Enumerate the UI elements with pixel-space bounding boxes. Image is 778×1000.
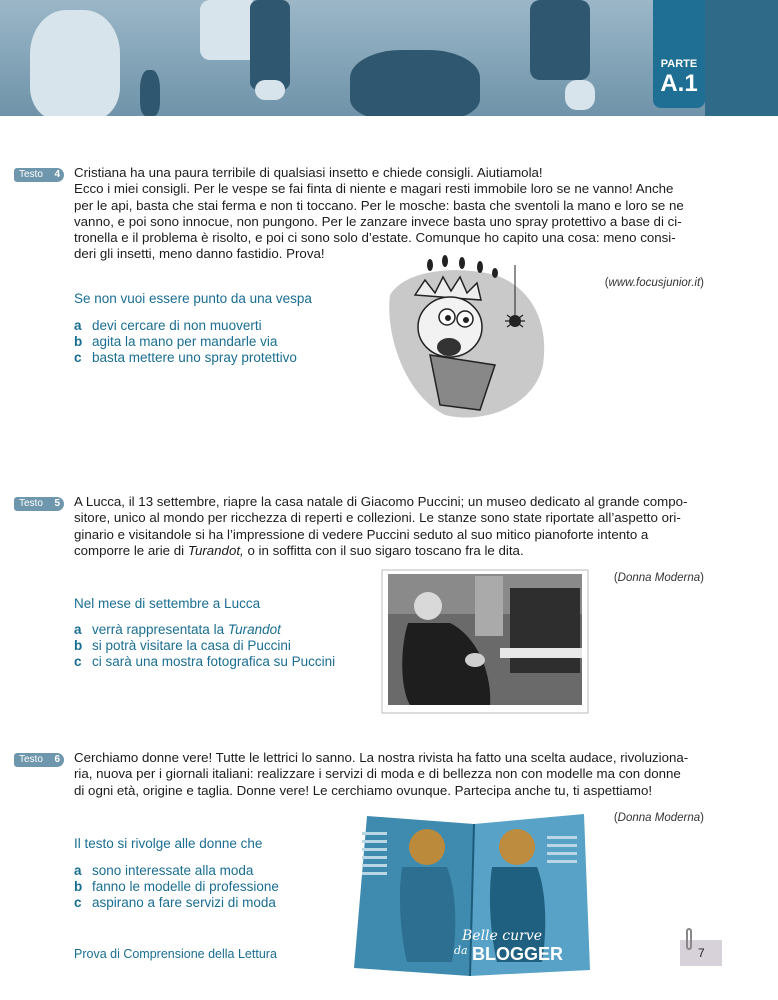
option-letter: b xyxy=(74,334,83,349)
source-text: Donna Moderna xyxy=(617,812,701,824)
banner-figure-shape xyxy=(140,70,160,116)
option-letter: c xyxy=(74,350,82,365)
paragraph-line: Cerchiamo donne vere! Tutte le lettrici lo sanno. La nostra rivista ha fatto una scelta audace, rivoluziona- xyxy=(74,750,689,765)
paragraph-line: Cristiana ha una paura terribile di qualsiasi insetto e chiede consigli. Aiutiamola! xyxy=(74,165,543,180)
option-letter: c xyxy=(74,654,82,669)
parte-label: PARTE xyxy=(660,58,698,70)
testo-tag-label: Testo xyxy=(19,754,43,765)
option-text: sono interessate alla moda xyxy=(92,863,254,878)
paragraph-line: tronella e il problema è risolto, e poi ci sono solo d’estate. Comunque ho capito una cosa: meno consi- xyxy=(74,230,676,246)
paragraph-line: per le api, basta che stai ferma e non ti toccano. Per le mosche: basta che sventoli la mano e loro se ne xyxy=(74,197,684,213)
puccini-piano-photo xyxy=(380,568,590,715)
option-text: ci sarà una mostra fotografica su Puccini xyxy=(92,654,336,669)
magazine-headline: BLOGGER xyxy=(472,944,564,964)
option-text: aspirano a fare servizi di moda xyxy=(92,895,276,910)
answer-option-b[interactable] xyxy=(74,879,279,895)
answer-option-c[interactable] xyxy=(74,350,297,366)
parte-badge xyxy=(653,0,705,108)
source-citation: (www.focusjunior.it) xyxy=(604,277,704,289)
answer-options xyxy=(74,318,297,366)
magazine-spread-image xyxy=(352,812,592,980)
option-text: agita la mano per mandarle via xyxy=(92,334,278,349)
source-citation: (Donna Moderna) xyxy=(613,812,704,824)
scared-boy-spider-illustration xyxy=(385,255,545,420)
answer-option-b[interactable] xyxy=(74,638,335,654)
testo-paragraph xyxy=(74,750,704,799)
source-text: Donna Moderna xyxy=(617,572,701,584)
line-text: comporre le arie di xyxy=(74,542,188,558)
answer-option-b[interactable] xyxy=(74,334,297,350)
source-citation: (Donna Moderna) xyxy=(613,572,704,584)
paperclip-icon xyxy=(686,928,692,950)
paragraph-line: di ogni età, origine e taglia. Donne vere! Le cerchiamo ovunque. Partecipa anche tu, ti aspettiamo! xyxy=(74,782,653,798)
banner-figure-shape xyxy=(530,0,590,80)
option-text: devi cercare di non muoverti xyxy=(92,318,262,333)
option-letter: a xyxy=(74,622,82,637)
question-text: Nel mese di settembre a Lucca xyxy=(74,596,261,611)
answer-options xyxy=(74,863,279,911)
magazine-headline: Belle curve xyxy=(462,928,543,944)
paragraph-line: A Lucca, il 13 settembre, riapre la casa natale di Giacomo Puccini; un museo dedicato al grande compo- xyxy=(74,494,688,509)
testo-tag-number: 6 xyxy=(54,754,60,765)
question-text: Il testo si rivolge alle donne che xyxy=(74,836,263,851)
testo-tag-number: 5 xyxy=(54,498,60,509)
testo-paragraph xyxy=(74,165,704,263)
option-letter: a xyxy=(74,318,82,333)
testo-paragraph xyxy=(74,494,704,559)
page-number-text: 7 xyxy=(698,946,705,960)
answer-option-c[interactable] xyxy=(74,895,279,911)
banner-figure-shape xyxy=(565,80,595,110)
paragraph-line: Ecco i miei consigli. Per le vespe se fai finta di niente e magari resti immobile loro se ne vanno! Anche xyxy=(74,181,674,197)
testo-tag-label: Testo xyxy=(19,169,43,180)
line-text: o in soffitta con il suo sigaro toscano fra le dita. xyxy=(243,542,524,558)
banner-edge xyxy=(705,0,778,116)
answer-option-c[interactable] xyxy=(74,654,335,670)
answer-option-a[interactable] xyxy=(74,863,279,879)
question-text: Se non vuoi essere punto da una vespa xyxy=(74,291,312,306)
paragraph-line: sitore, unico al mondo per ricchezza di reperti e collezioni. Le stanze sono state riportate all’aspetto ori- xyxy=(74,510,681,526)
banner-figure-shape xyxy=(350,50,480,116)
testo-tag-label: Testo xyxy=(19,498,43,509)
paragraph-line: ginario e visitandole si ha l’impressione di vedere Puccini seduto al suo mitico pianoforte intento a xyxy=(74,526,649,542)
paragraph-line: vanno, e poi sono innocue, non pungono. Per le zanzare invece basta uno spray protettivo a base di ci- xyxy=(74,213,682,229)
option-text: basta mettere uno spray protettivo xyxy=(92,350,297,365)
paragraph-line xyxy=(74,543,704,559)
magazine-headline: da xyxy=(454,944,468,957)
testo-tag xyxy=(14,497,64,511)
option-text: fanno le modelle di professione xyxy=(92,879,279,894)
option-text: si potrà visitare la casa di Puccini xyxy=(92,638,291,653)
option-text: verrà rappresentata la xyxy=(92,622,228,637)
testo-tag xyxy=(14,168,64,182)
testo-tag-number: 4 xyxy=(54,169,60,180)
option-letter: c xyxy=(74,895,82,910)
banner-figure-shape xyxy=(250,0,290,90)
banner-figure-shape xyxy=(255,80,285,100)
answer-option-a[interactable] xyxy=(74,622,335,638)
header-photo-banner xyxy=(0,0,778,116)
paragraph-line: deri gli insetti, meno danno fastidio. Prova! xyxy=(74,246,325,262)
testo-tag xyxy=(14,753,64,767)
opera-title: Turandot, xyxy=(187,542,244,558)
opera-title: Turandot xyxy=(227,622,281,637)
option-letter: a xyxy=(74,863,82,878)
option-letter: b xyxy=(74,638,83,653)
footer-title: Prova di Comprensione della Lettura xyxy=(74,947,277,961)
parte-number: A.1 xyxy=(660,70,698,97)
answer-options xyxy=(74,622,335,670)
answer-option-a[interactable] xyxy=(74,318,297,334)
banner-figure-shape xyxy=(30,10,120,116)
page-number xyxy=(680,940,722,966)
paragraph-line: ria, nuova per i giornali italiani: realizzare i servizi di moda e di bellezza non con modelle ma con donne xyxy=(74,766,681,782)
option-letter: b xyxy=(74,879,83,894)
source-text: www.focusjunior.it xyxy=(608,277,701,289)
